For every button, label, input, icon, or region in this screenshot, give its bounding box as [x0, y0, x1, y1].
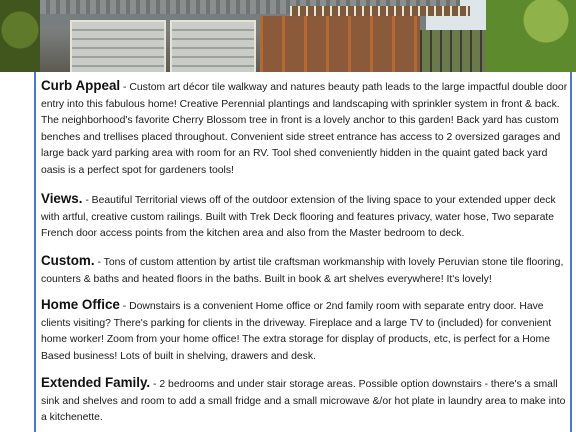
photo-house-wall	[260, 16, 420, 72]
photo-tree-left	[0, 0, 40, 72]
photo-garage-door-1	[70, 20, 166, 72]
section-extended-family	[41, 375, 571, 427]
section-text: - Tons of custom attention by artist tile craftsman workmanship with lovely Peruvian stone tile flooring, counters & baths and heated floors in the baths. Built in book & art shelves everywhere! It's lovely!	[41, 257, 564, 285]
section-custom	[41, 253, 571, 288]
section-text: - 2 bedrooms and under stair storage areas. Possible option downstairs - there's a small sink and shelves and room to add a small fridge and a small microwave &/or hot plate in laundry area to make into a kitchenette.	[41, 379, 566, 424]
section-heading: Views.	[41, 191, 83, 206]
section-home-office	[41, 297, 571, 365]
photo-garage-door-2	[170, 20, 256, 72]
section-heading: Home Office	[41, 297, 120, 312]
photo-tree-right	[486, 0, 576, 72]
section-views	[41, 191, 571, 243]
house-photo	[0, 0, 576, 72]
section-text: - Custom art décor tile walkway and natures beauty path leads to the large impactful double door entry into this fabulous home! Creative Perennial plantings and landscaping with sprinkler system in front & back. The neighborhood's favorite Cherry Blossom tree in front is a lovely anchor to this garden! Back yard has custom benches and trellises placed throughout. Convenient side street entrance has access to 2 oversized garages and large back yard parking area with room for an RV. Tool shed conveniently hidden in the quaint gated back yard oasis is a perfect spot for gardeners tools!	[41, 82, 568, 176]
section-text: - Downstairs is a convenient Home office or 2nd family room with separate entry door. Have clients visiting? There's parking for clients in the driveway. Fireplace and a large TV to (included) for convenient home worker! Zoom from your home office! The extra storage for display of products, etc, is perfect for a Home Based business! Lots of built in shelving, drawers and desk.	[41, 301, 552, 362]
section-heading: Custom.	[41, 253, 95, 268]
section-curb-appeal	[41, 78, 571, 180]
description-panel	[34, 72, 572, 432]
section-heading: Curb Appeal	[41, 78, 121, 93]
section-text: - Beautiful Territorial views off of the outdoor extension of the living space to your extended upper deck with artful, creative custom railings. Built with Trek Deck flooring and features privacy, water hose, Two separate French door access points from the kitchen area and also from the Master bedroom to deck.	[41, 195, 556, 240]
section-heading: Extended Family.	[41, 375, 151, 390]
photo-upper-deck	[290, 6, 470, 16]
